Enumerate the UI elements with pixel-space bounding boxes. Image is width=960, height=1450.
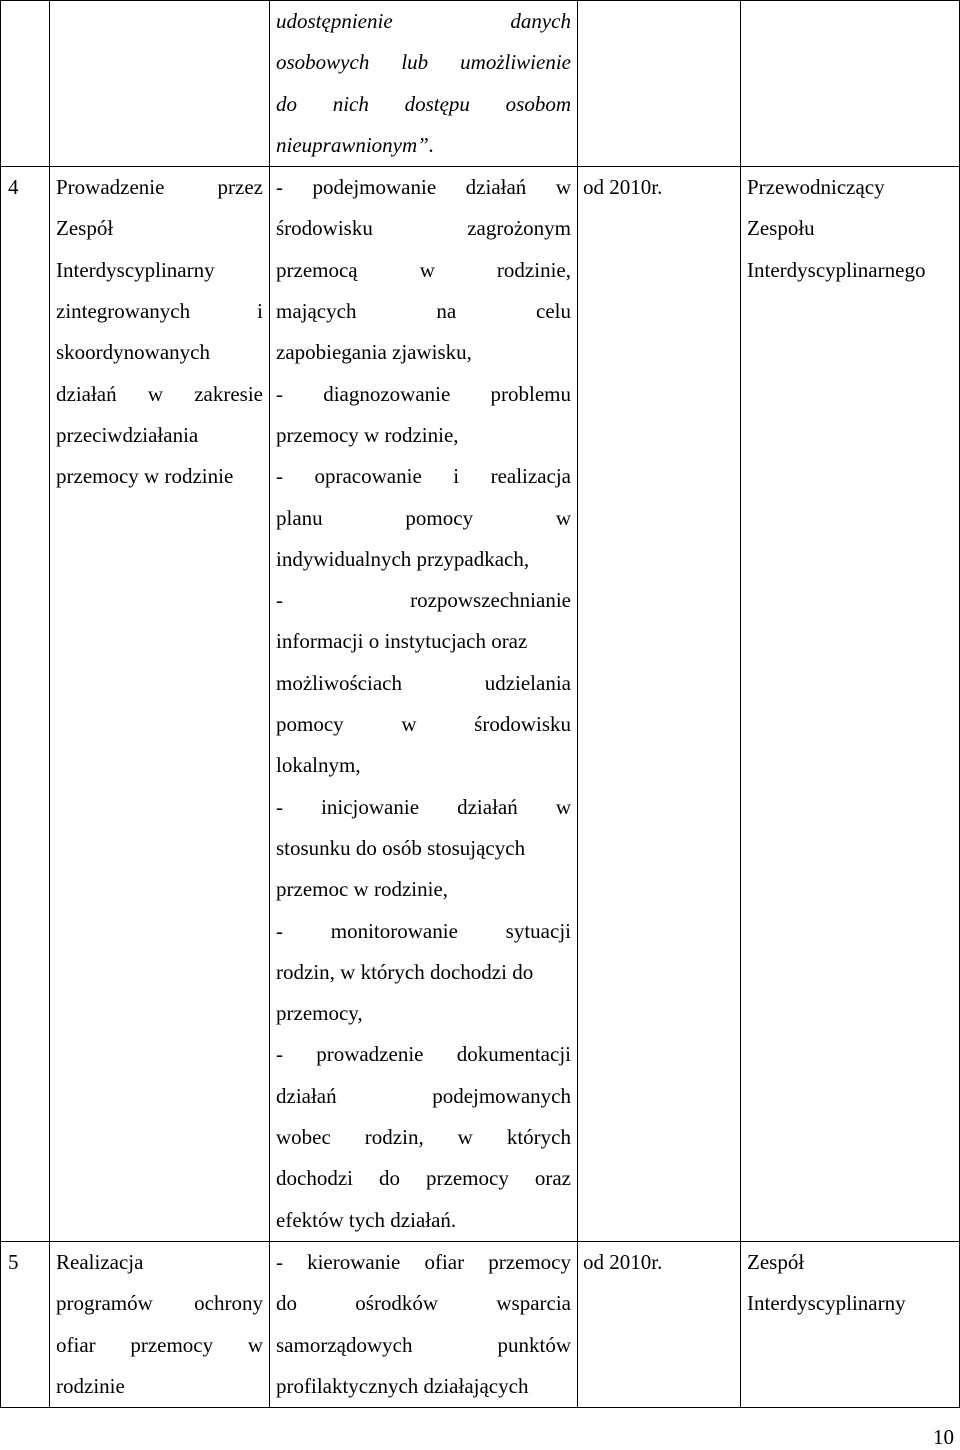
- text-line: Zespołu: [747, 216, 815, 241]
- action-lines: [276, 1242, 571, 1407]
- text-line: do nich dostępu osobom: [276, 91, 571, 116]
- row-number-cell: [1, 167, 50, 1242]
- text-line: środowisku zagrożonym: [276, 216, 571, 241]
- text-line: przemocy,: [276, 1001, 363, 1026]
- text-line: zintegrowanych i: [56, 299, 263, 324]
- text-line: udostępnienie danych: [276, 9, 571, 33]
- task-lines: [56, 167, 263, 497]
- responsible-lines: [747, 1242, 959, 1325]
- text-line: do ośrodków wsparcia: [276, 1291, 571, 1316]
- text-line: przemoc w rodzinie,: [276, 877, 449, 902]
- row-number: 5: [8, 1249, 19, 1274]
- text-line: możliwościach udzielania: [276, 670, 571, 695]
- text-line: - monitorowanie sytuacji: [276, 918, 571, 943]
- actions-cell: [270, 1241, 578, 1407]
- responsible-cell: [741, 1241, 960, 1407]
- actions-cell: [270, 167, 578, 1242]
- text-line: - diagnozowanie problemu: [276, 381, 571, 406]
- continuation-task-cell: [50, 1, 270, 167]
- text-line: programów ochrony: [56, 1291, 263, 1316]
- continuation-action-lines: [276, 1, 571, 166]
- text-line: Interdyscyplinarny: [56, 257, 215, 282]
- responsible-lines: [747, 167, 959, 291]
- continuation-responsible-cell: [741, 1, 960, 167]
- text-line: planu pomocy w: [276, 505, 571, 530]
- text-line: pomocy w środowisku: [276, 712, 571, 737]
- task-lines: [56, 1242, 263, 1407]
- text-line: dochodzi do przemocy oraz: [276, 1166, 571, 1191]
- text-line: zapobiegania zjawisku,: [276, 340, 472, 365]
- text-line: indywidualnych przypadkach,: [276, 546, 530, 571]
- page-number: 10: [933, 1425, 954, 1449]
- continuation-deadline-cell: [578, 1, 741, 167]
- text-line: - prowadzenie dokumentacji: [276, 1042, 571, 1067]
- text-line: Realizacja: [56, 1249, 144, 1274]
- text-line: ofiar przemocy w: [56, 1332, 263, 1357]
- text-line: stosunku do osób stosujących: [276, 835, 526, 860]
- text-line: - opracowanie i realizacja: [276, 464, 571, 489]
- task-cell: [50, 167, 270, 1242]
- text-line: skoordynowanych: [56, 340, 210, 365]
- text-line: rodzinie: [56, 1373, 125, 1398]
- text-line: wobec rodzin, w których: [276, 1125, 571, 1150]
- continuation-row: [1, 1, 960, 167]
- text-line: Zespół: [56, 216, 114, 241]
- text-line: przemocą w rodzinie,: [276, 257, 571, 282]
- row-number-cell: [1, 1241, 50, 1407]
- text-line: nieuprawnionym”.: [276, 132, 435, 157]
- text-line: - inicjowanie działań w: [276, 794, 571, 819]
- deadline-cell: [578, 1241, 741, 1407]
- table-row: [1, 167, 960, 1242]
- text-line: Interdyscyplinarny: [747, 1291, 906, 1316]
- row-number: 4: [8, 175, 19, 200]
- text-line: działań w zakresie: [56, 381, 263, 406]
- text-line: przeciwdziałania: [56, 422, 199, 447]
- text-line: działań podejmowanych: [276, 1083, 571, 1108]
- table-row: [1, 1241, 960, 1407]
- text-line: Przewodniczący: [747, 175, 885, 200]
- text-line: Interdyscyplinarnego: [747, 257, 926, 282]
- text-line: profilaktycznych działających: [276, 1373, 529, 1398]
- text-line: samorządowych punktów: [276, 1332, 571, 1357]
- text-line: - podejmowanie działań w: [276, 175, 571, 200]
- deadline: od 2010r.: [583, 175, 663, 200]
- continuation-number-cell: [1, 1, 50, 167]
- deadline: od 2010r.: [583, 1249, 663, 1274]
- responsible-cell: [741, 167, 960, 1242]
- text-line: informacji o instytucjach oraz: [276, 629, 528, 654]
- task-cell: [50, 1241, 270, 1407]
- text-line: efektów tych działań.: [276, 1207, 457, 1232]
- text-line: Prowadzenie przez: [56, 175, 263, 200]
- continuation-actions-cell: [270, 1, 578, 167]
- text-line: Zespół: [747, 1249, 805, 1274]
- text-line: - kierowanie ofiar przemocy: [276, 1249, 571, 1274]
- text-line: - rozpowszechnianie: [276, 588, 571, 613]
- deadline-cell: [578, 167, 741, 1242]
- text-line: mających na celu: [276, 299, 571, 324]
- action-lines: [276, 167, 571, 1241]
- text-line: lokalnym,: [276, 753, 361, 778]
- text-line: przemocy w rodzinie: [56, 464, 234, 489]
- text-line: rodzin, w których dochodzi do: [276, 959, 534, 984]
- text-line: przemocy w rodzinie,: [276, 422, 459, 447]
- text-line: osobowych lub umożliwienie: [276, 50, 571, 75]
